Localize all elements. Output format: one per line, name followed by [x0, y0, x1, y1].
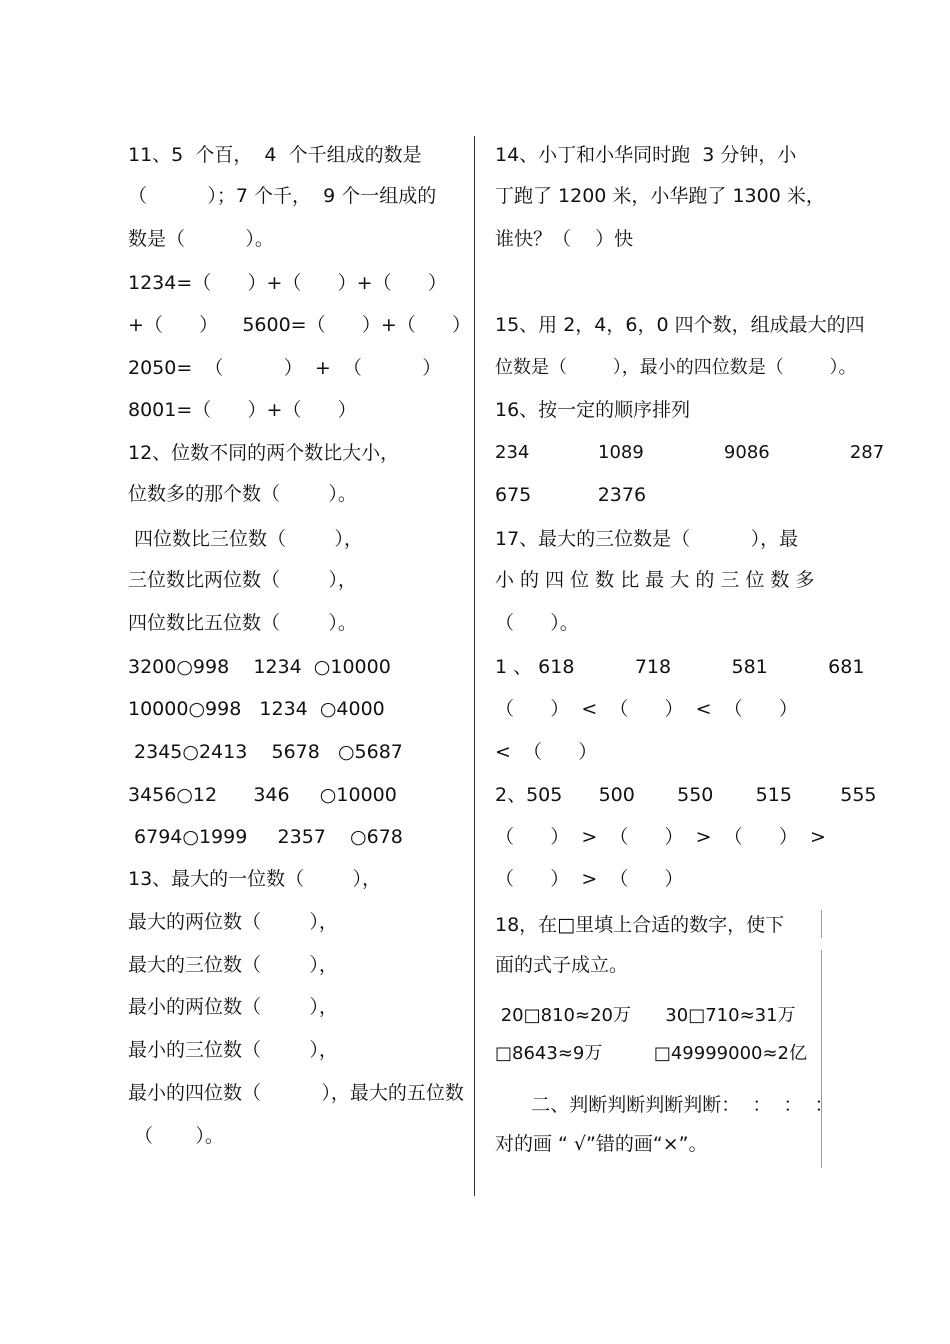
left-line: 最小的三位数（ ）， [128, 1039, 338, 1061]
box-border-right-lower [821, 950, 822, 1168]
left-line: 3456○12 346 ○10000 [128, 784, 397, 806]
right-line: 15、用 2，4，6，0 四个数，组成最大的四 [495, 314, 865, 336]
right-line: （ ） > （ ） > （ ） > [495, 826, 826, 848]
right-line: 14、小丁和小华同时跑 3 分钟，小 [495, 144, 797, 166]
left-line: 四位数比三位数（ ）， [128, 528, 363, 550]
column-divider [474, 136, 475, 1196]
right-line: 17、最大的三位数是（ ），最 [495, 528, 799, 550]
right-line: 位数是（ ），最小的四位数是（ ）。 [495, 357, 857, 378]
right-line: 20□810≈20万 30□710≈31万 [495, 1005, 796, 1026]
right-line: 谁快？（ ）快 [495, 228, 634, 250]
right-line: □8643≈9万 □49999000≈2亿 [495, 1043, 808, 1064]
right-line: （ ）。 [495, 612, 579, 634]
left-line: 11、5 个百， 4 个千组成的数是 [128, 144, 422, 166]
left-line: 最大的两位数（ ）， [128, 911, 338, 933]
right-line: < （ ） [495, 741, 598, 763]
right-line: 二、判断判断判断判断： ： ： ： [495, 1094, 834, 1116]
left-line: 2050= （ ） + （ ） [128, 357, 442, 379]
left-line: （ ）。 [128, 1125, 224, 1147]
left-line: 最小的四位数（ ），最大的五位数 [128, 1082, 464, 1104]
left-line: 最小的两位数（ ）， [128, 996, 338, 1018]
left-line: 四位数比五位数（ ）。 [128, 612, 357, 634]
left-line: 10000○998 1234 ○4000 [128, 698, 385, 720]
left-line: 位数多的那个数（ ）。 [128, 483, 357, 505]
left-line: 三位数比两位数（ ）， [128, 569, 357, 591]
box-border-right [821, 910, 822, 938]
right-line: （ ） > （ ） [495, 868, 684, 890]
left-line: 13、最大的一位数（ ）， [128, 868, 381, 890]
left-line: +（ ） 5600=（ ）+（ ） [128, 314, 471, 336]
right-line: 675 2376 [495, 484, 647, 506]
right-line: 丁跑了 1200 米，小华跑了 1300 米， [495, 185, 825, 207]
left-line: 数是（ ）。 [128, 228, 274, 250]
left-line: 3200○998 1234 ○10000 [128, 656, 391, 678]
right-line: 1 、 618 718 581 681 [495, 656, 865, 678]
left-line: 1234=（ ）+（ ）+（ ） [128, 272, 447, 294]
right-line: 小 的 四 位 数 比 最 大 的 三 位 数 多 [495, 569, 815, 591]
right-line: （ ） < （ ） < （ ） [495, 698, 798, 720]
right-line: 18，在□里填上合适的数字，使下 [495, 914, 785, 936]
right-line: 面的式子成立。 [495, 954, 629, 976]
left-line: 12、位数不同的两个数比大小， [128, 442, 400, 464]
left-line: 2345○2413 5678 ○5687 [128, 741, 403, 763]
right-line: 对的画 “ √”错的画“×”。 [495, 1133, 708, 1155]
left-line: （ ）；7 个千， 9 个一组成的 [128, 185, 437, 207]
left-line: 最大的三位数（ ）， [128, 954, 338, 976]
right-line: 16、按一定的顺序排列 [495, 399, 691, 421]
right-line: 2、505 500 550 515 555 [495, 784, 877, 806]
left-line: 8001=（ ）+（ ） [128, 399, 357, 421]
right-line: 234 1089 9086 287 [495, 442, 885, 463]
left-line: 6794○1999 2357 ○678 [128, 826, 403, 848]
